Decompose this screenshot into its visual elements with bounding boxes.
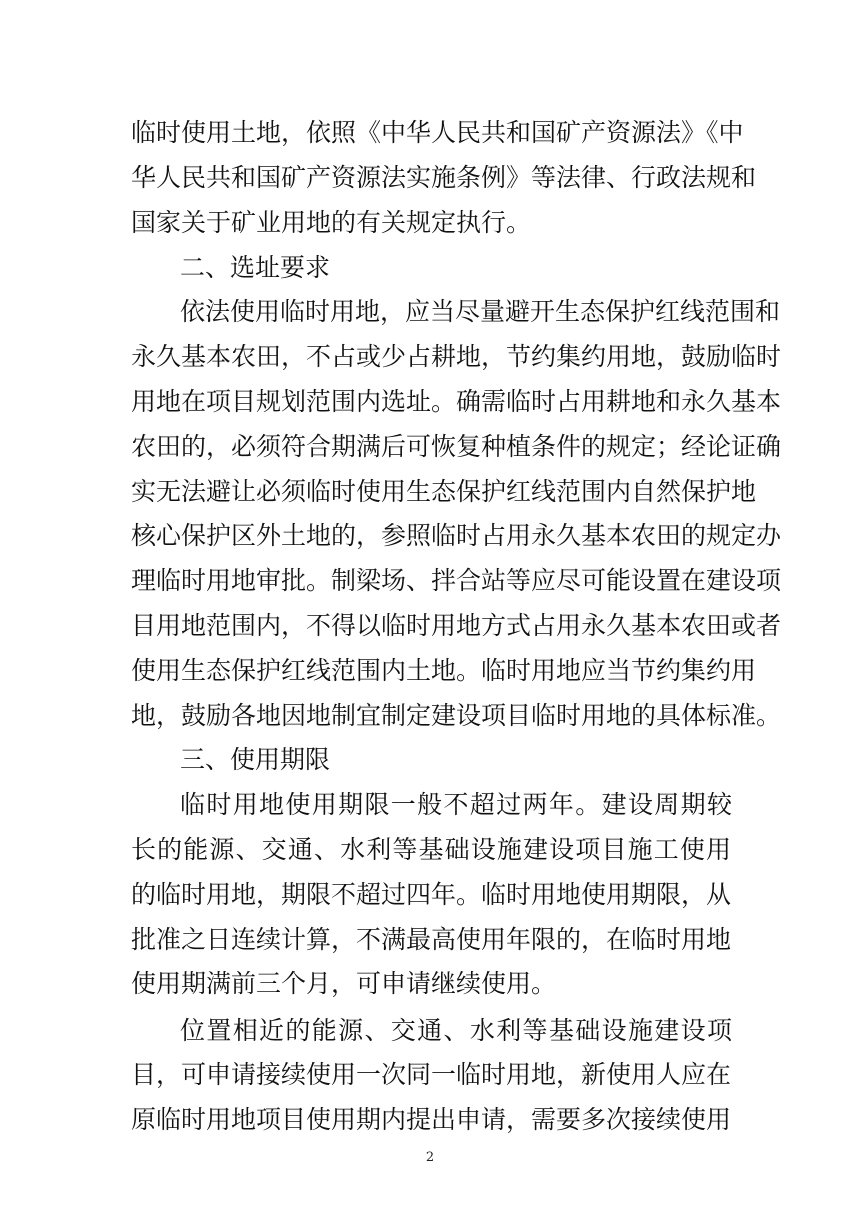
body-text-line: 临时使用土地，依照《中华人民共和国矿产资源法》《中 bbox=[131, 118, 744, 147]
body-text-line: 使用期满前三个月，可申请继续使用。 bbox=[131, 969, 557, 998]
body-text-line: 实无法避让必须临时使用生态保护红线范围内自然保护地 bbox=[131, 477, 757, 506]
body-text-line: 依法使用临时用地，应当尽量避开生态保护红线范围和 bbox=[180, 297, 781, 326]
body-text-line: 永久基本农田，不占或少占耕地，节约集约用地，鼓励临时 bbox=[131, 342, 782, 371]
body-text-line: 核心保护区外土地的，参照临时占用永久基本农田的规定办 bbox=[131, 521, 782, 550]
body-text-line: 使用生态保护红线范围内土地。临时用地应当节约集约用 bbox=[131, 656, 757, 685]
page-number: 2 bbox=[425, 1150, 435, 1165]
body-text-line: 的临时用地，期限不超过四年。临时用地使用期限，从 bbox=[131, 880, 732, 909]
section-heading: 二、选址要求 bbox=[180, 253, 331, 282]
body-text-line: 目，可申请接续使用一次同一临时用地，新使用人应在 bbox=[131, 1060, 732, 1089]
body-text-line: 用地在项目规划范围内选址。确需临时占用耕地和永久基本 bbox=[131, 387, 782, 416]
body-text-line: 临时用地使用期限一般不超过两年。建设周期较 bbox=[180, 790, 732, 819]
body-text-line: 位置相近的能源、交通、水利等基础设施建设项 bbox=[180, 1016, 732, 1045]
body-text-line: 长的能源、交通、水利等基础设施建设项目施工使用 bbox=[131, 835, 731, 864]
body-text-line: 国家关于矿业用地的有关规定执行。 bbox=[131, 208, 532, 237]
body-text-line: 地，鼓励各地因地制宜制定建设项目临时用地的具体标准。 bbox=[131, 701, 782, 730]
body-text-line: 原临时用地项目使用期内提出申请，需要多次接续使用 bbox=[131, 1105, 732, 1134]
section-heading: 三、使用期限 bbox=[180, 745, 331, 774]
body-text-line: 批准之日连续计算，不满最高使用年限的，在临时用地 bbox=[131, 925, 732, 954]
body-text-line: 华人民共和国矿产资源法实施条例》等法律、行政法规和 bbox=[131, 163, 757, 192]
body-text-line: 农田的，必须符合期满后可恢复种植条件的规定；经论证确 bbox=[131, 432, 782, 461]
body-text-line: 理临时用地审批。制梁场、拌合站等应尽可能设置在建设项 bbox=[131, 566, 782, 595]
body-text-line: 目用地范围内，不得以临时用地方式占用永久基本农田或者 bbox=[131, 611, 782, 640]
